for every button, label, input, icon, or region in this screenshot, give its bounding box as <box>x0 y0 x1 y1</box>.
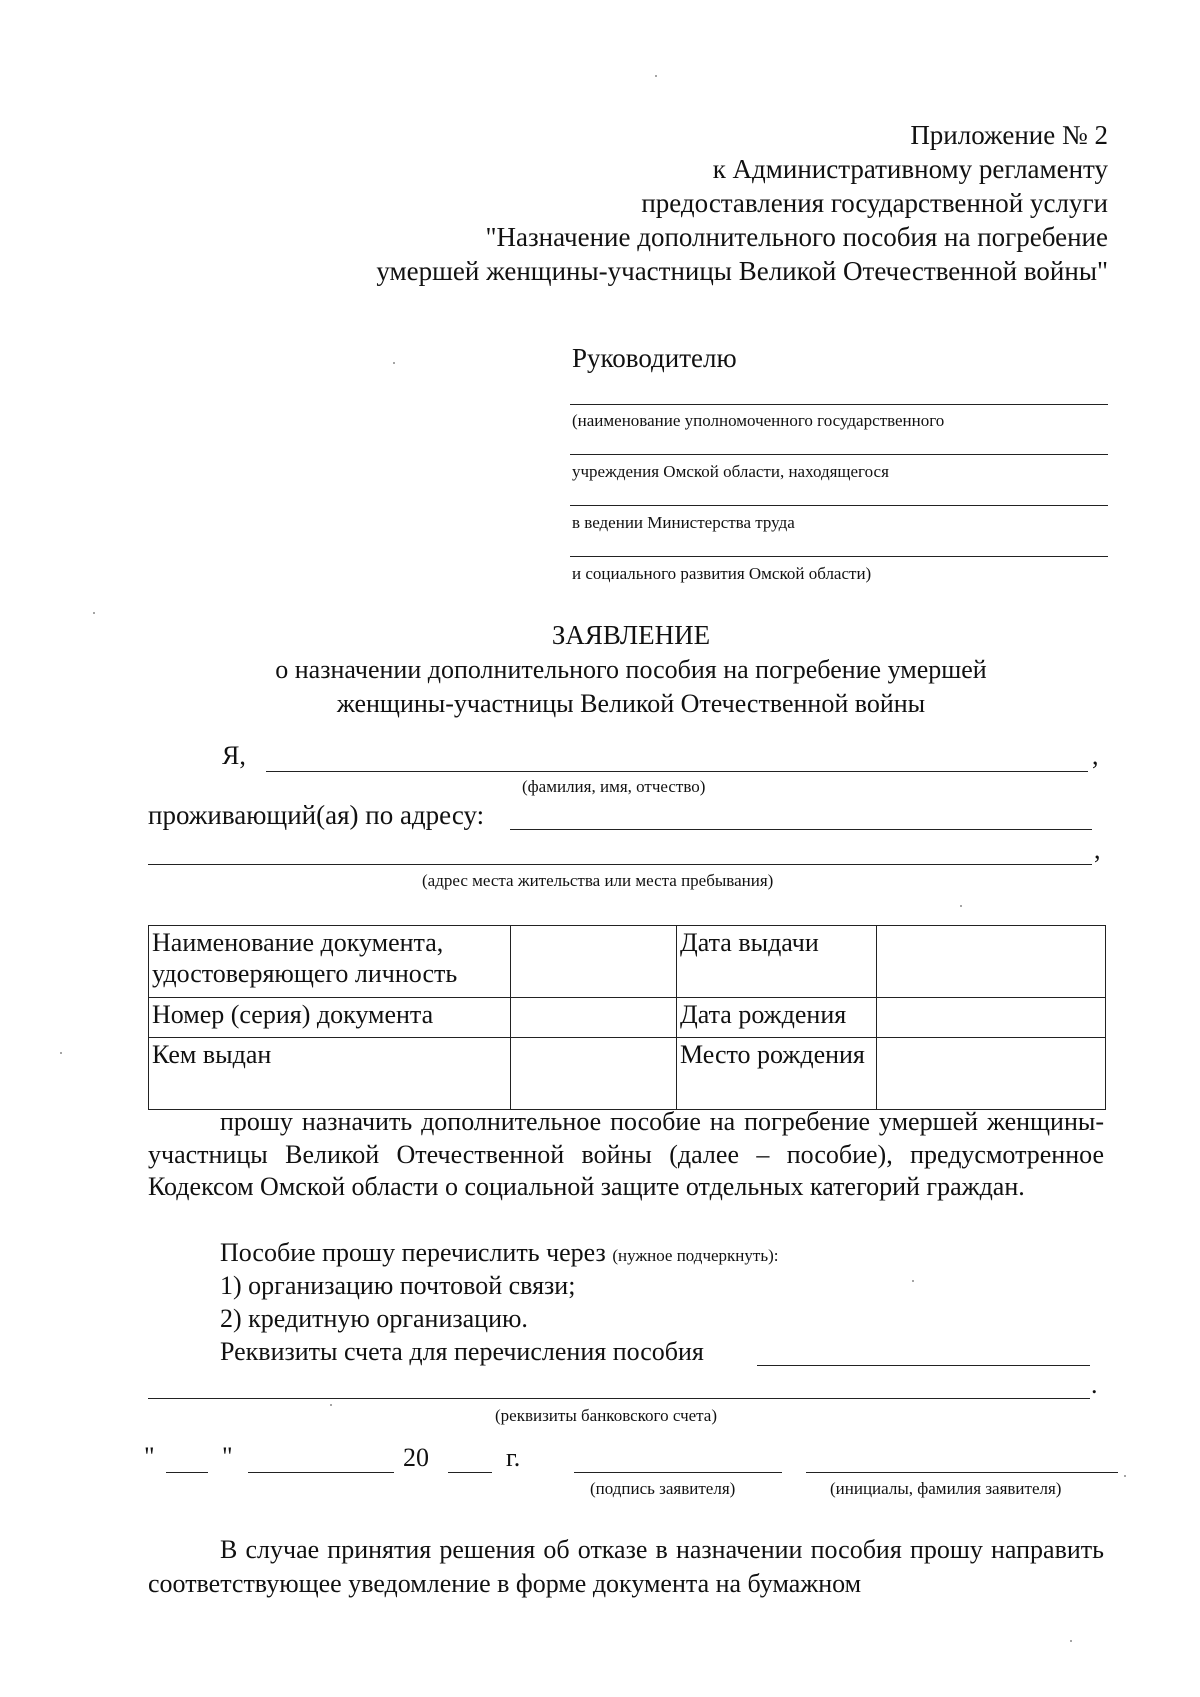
addressee-hint-3: в ведении Министерства труда <box>572 513 795 532</box>
name-field-line[interactable] <box>806 1472 1118 1473</box>
year-prefix: 20 <box>403 1443 429 1472</box>
transfer-hint: (нужное подчеркнуть): <box>612 1246 779 1265</box>
request-paragraph: прошу назначить дополнительное пособие на погребение умершей женщины-участницы Великой Отечественной войны (далее – пособие), предусмотренное Кодексом Омской области о социальной защите отдельных категорий граждан. <box>148 1107 1104 1201</box>
scan-speck <box>1124 1475 1126 1477</box>
doc-number-cell[interactable] <box>511 998 677 1038</box>
addressee-hint-4: и социального развития Омской области) <box>572 564 872 583</box>
applicant-i-label: Я, <box>222 741 246 770</box>
document-subtitle-2: женщины-участницы Великой Отечественной войны <box>336 689 926 718</box>
birth-place-cell[interactable] <box>877 1038 1106 1110</box>
scan-speck <box>960 905 962 907</box>
year-suffix: г. <box>506 1443 521 1472</box>
date-quote-open: " <box>144 1442 155 1471</box>
scan-speck <box>655 75 657 77</box>
issued-by-label: Кем выдан <box>149 1038 511 1110</box>
document-subtitle-1: о назначении дополнительного пособия на погребение умершей <box>275 655 987 684</box>
address-field-line-2[interactable] <box>148 864 1092 865</box>
table-row <box>149 926 1106 998</box>
table-row <box>149 1038 1106 1110</box>
appendix-service: предоставления государственной услуги <box>641 188 1108 218</box>
address-field-line-1[interactable] <box>510 829 1092 830</box>
address-label: проживающий(ая) по адресу: <box>148 800 485 830</box>
table-row <box>149 998 1106 1038</box>
issued-by-cell[interactable] <box>511 1038 677 1110</box>
addressee-title: Руководителю <box>572 343 737 373</box>
identity-document-table <box>148 925 1106 1110</box>
birth-date-label: Дата рождения <box>677 998 877 1038</box>
name-hint: (инициалы, фамилия заявителя) <box>830 1479 1062 1498</box>
account-label: Реквизиты счета для перечисления пособия <box>220 1337 704 1366</box>
day-field-line[interactable] <box>166 1472 208 1473</box>
scan-speck <box>93 612 95 614</box>
birth-date-cell[interactable] <box>877 998 1106 1038</box>
addressee-line-2 <box>570 454 1108 455</box>
issue-date-label: Дата выдачи <box>677 926 877 998</box>
date-quote-close: " <box>222 1442 233 1471</box>
fio-hint: (фамилия, имя, отчество) <box>522 777 706 796</box>
transfer-method <box>220 1238 778 1268</box>
doc-number-label: Номер (серия) документа <box>149 998 511 1038</box>
refusal-paragraph: В случае принятия решения об отказе в назначении пособия прошу направить соответствующее уведомление в форме документа на бумажном <box>148 1535 1104 1598</box>
document-title: ЗАЯВЛЕНИЕ <box>551 620 711 650</box>
doc-name-cell[interactable] <box>511 926 677 998</box>
address-comma: , <box>1094 835 1101 864</box>
addressee-line-1 <box>570 404 1108 405</box>
addressee-hint-2: учреждения Омской области, находящегося <box>572 462 889 481</box>
month-field-line[interactable] <box>248 1472 394 1473</box>
scan-speck <box>1070 1640 1072 1642</box>
account-period: . <box>1091 1370 1098 1399</box>
scan-speck <box>912 1280 914 1282</box>
signature-field-line[interactable] <box>574 1472 782 1473</box>
account-field-line-1[interactable] <box>757 1365 1090 1366</box>
option-post[interactable]: 1) организацию почтовой связи; <box>220 1271 576 1300</box>
signature-hint: (подпись заявителя) <box>590 1479 736 1498</box>
scan-speck <box>60 1052 62 1054</box>
scan-speck <box>393 362 395 364</box>
transfer-intro: Пособие прошу перечислить через <box>220 1238 606 1267</box>
fio-comma: , <box>1092 741 1099 770</box>
addressee-line-3 <box>570 505 1108 506</box>
birth-place-label: Место рождения <box>677 1038 877 1110</box>
address-hint: (адрес места жительства или места пребывания) <box>422 871 774 890</box>
addressee-line-4 <box>570 556 1108 557</box>
addressee-hint-1: (наименование уполномоченного государственного <box>572 411 945 430</box>
year-field-line[interactable] <box>448 1472 492 1473</box>
account-field-line-2[interactable] <box>148 1398 1090 1399</box>
scan-speck <box>330 1404 332 1406</box>
issue-date-cell[interactable] <box>877 926 1106 998</box>
doc-name-label: Наименование документа, удостоверяющего личность <box>149 926 511 998</box>
appendix-service-name-2: умершей женщины-участницы Великой Отечественной войны" <box>376 256 1108 286</box>
option-bank[interactable]: 2) кредитную организацию. <box>220 1304 528 1333</box>
appendix-regulation: к Административному регламенту <box>712 154 1108 184</box>
account-hint: (реквизиты банковского счета) <box>495 1406 718 1425</box>
fio-field-line[interactable] <box>266 771 1088 772</box>
appendix-number: Приложение № 2 <box>910 120 1108 150</box>
appendix-service-name-1: "Назначение дополнительного пособия на погребение <box>485 222 1108 252</box>
